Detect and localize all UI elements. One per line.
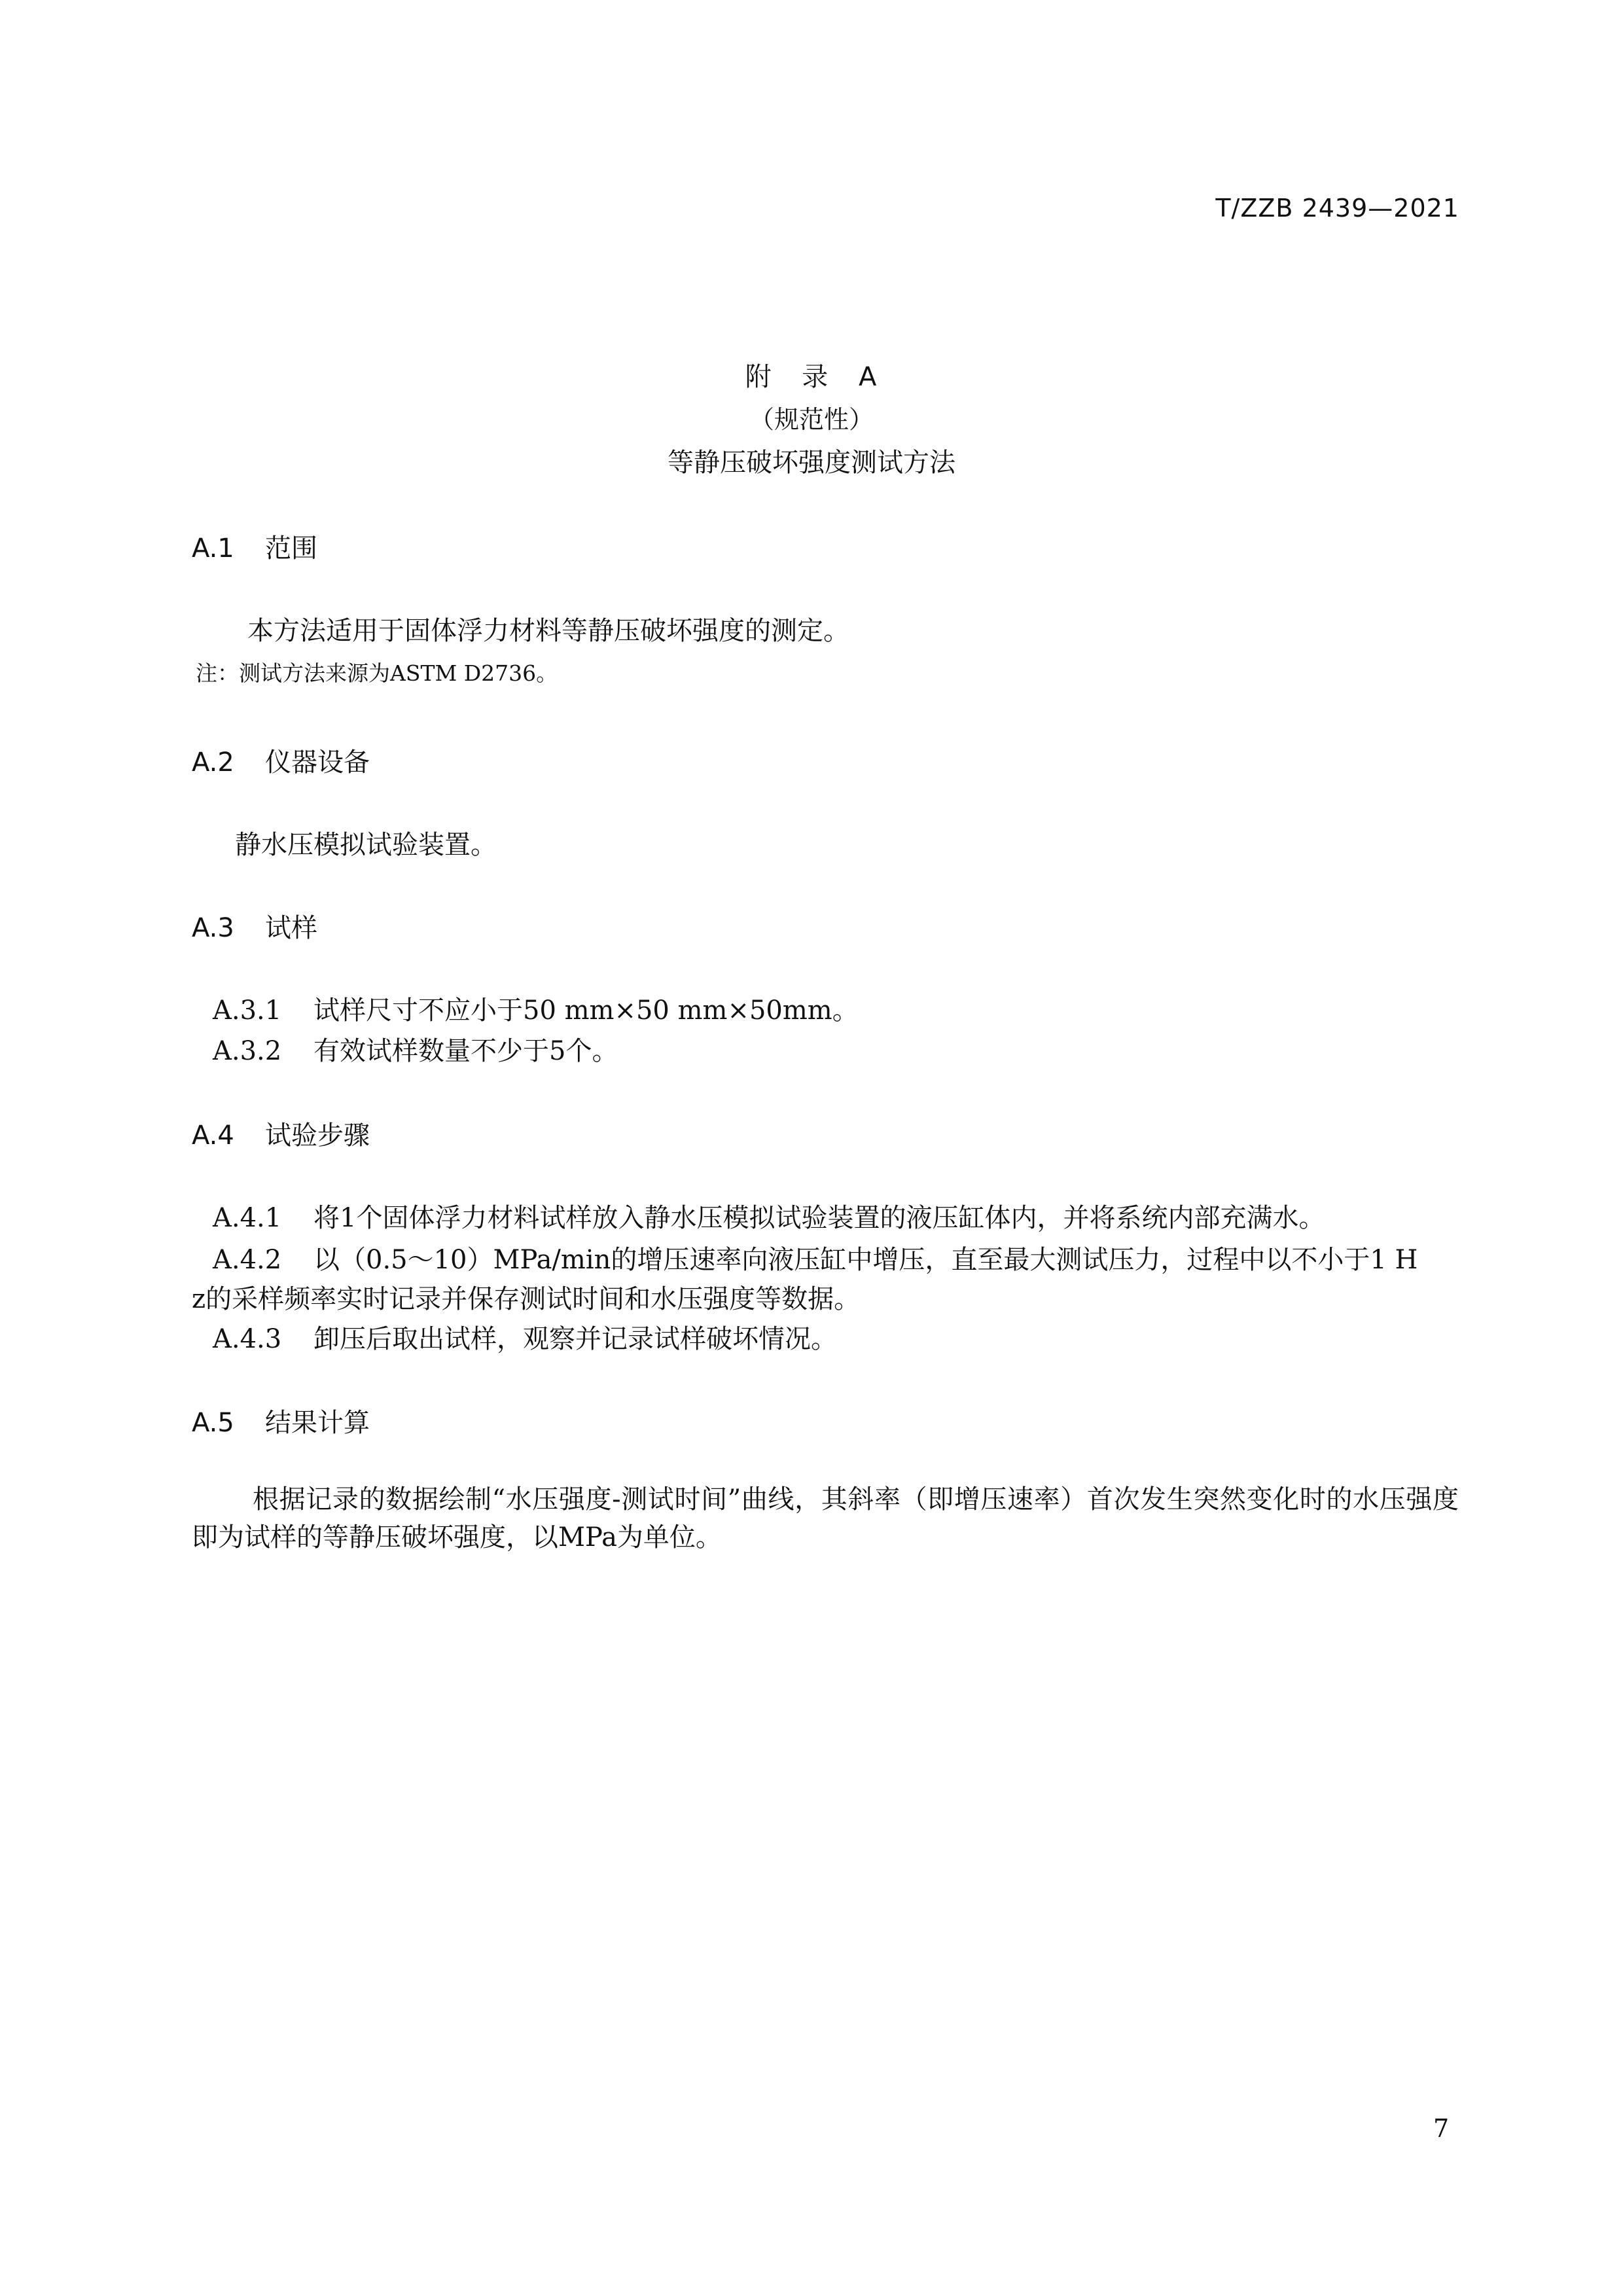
section-a1-text: 本方法适用于固体浮力材料等静压破坏强度的测定。 (247, 616, 849, 646)
item-text: 以（0.5～10）MPa/min的增压速率向液压缸中增压，直至最大测试压力，过程中以不小于1 H (313, 1245, 1418, 1275)
section-heading-a2 (192, 742, 370, 779)
list-item-a3-2 (213, 1030, 618, 1067)
appendix-nature: （规范性） (749, 405, 874, 434)
item-text: 卸压后取出试样，观察并记录试样破坏情况。 (313, 1324, 837, 1354)
section-title: 试样 (265, 913, 317, 943)
item-number: A.4.3 (213, 1324, 282, 1354)
list-item-a4-1 (213, 1197, 1325, 1234)
appendix-name: 等静压破坏强度测试方法 (668, 448, 955, 478)
item-number: A.3.2 (213, 1036, 282, 1066)
item-number: A.4.1 (213, 1203, 282, 1233)
list-item-a4-3 (213, 1318, 837, 1355)
appendix-title: 附 录 A (745, 362, 878, 392)
section-a2-text: 静水压模拟试验装置。 (235, 830, 497, 860)
section-a5-text: 根据记录的数据绘制“水压强度-测试时间”曲线，其斜率（即增压速率）首次发生突然变化时的水压强度即为试样的等静压破坏强度，以MPa为单位。 (192, 1484, 1459, 1552)
item-number: A.4.2 (213, 1245, 282, 1275)
section-heading-a1 (192, 528, 317, 565)
section-number: A.4 (192, 1121, 234, 1151)
section-heading-a3 (192, 907, 317, 944)
list-item-a4-2-continuation: z的采样频率实时记录并保存测试时间和水压强度等数据。 (192, 1284, 861, 1314)
item-text: 有效试样数量不少于5个。 (313, 1036, 618, 1066)
section-number: A.3 (192, 913, 234, 943)
section-title: 结果计算 (265, 1408, 370, 1438)
section-heading-a4 (192, 1115, 370, 1152)
section-number: A.1 (192, 533, 234, 564)
section-a1-note: 注：测试方法来源为ASTM D2736。 (196, 660, 558, 686)
list-item-a4-2 (213, 1239, 1418, 1276)
item-number: A.3.1 (213, 996, 282, 1026)
section-number: A.2 (192, 747, 234, 778)
section-title: 试验步骤 (265, 1121, 370, 1151)
document-code: T/ZZB 2439—2021 (1215, 194, 1459, 223)
item-text: 将1个固体浮力材料试样放入静水压模拟试验装置的液压缸体内，并将系统内部充满水。 (313, 1203, 1325, 1233)
list-item-a3-1 (213, 990, 859, 1027)
section-heading-a5 (192, 1402, 370, 1439)
section-title: 范围 (265, 533, 317, 564)
section-number: A.5 (192, 1408, 234, 1438)
page-number: 7 (1433, 2114, 1450, 2143)
section-title: 仪器设备 (265, 747, 370, 778)
item-text: 试样尺寸不应小于50 mm×50 mm×50mm。 (313, 996, 859, 1026)
